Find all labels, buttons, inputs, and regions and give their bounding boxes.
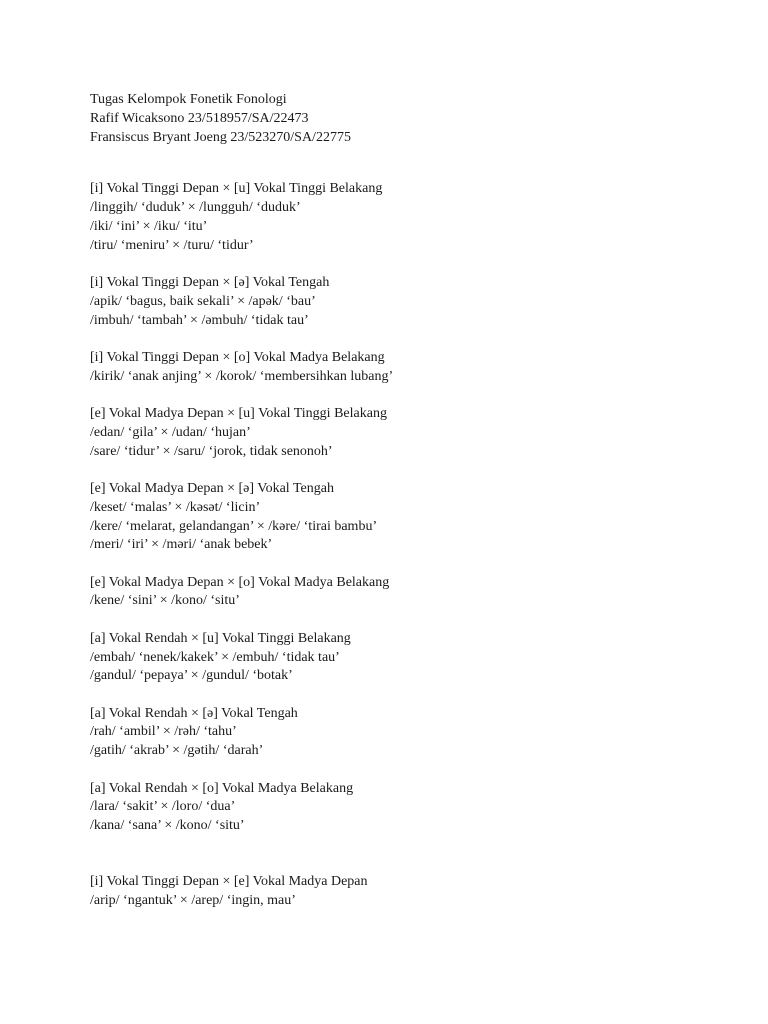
example-line: /gandul/ ‘pepaya’ × /gundul/ ‘botak’ — [90, 668, 293, 684]
example-line: /embah/ ‘nenek/kakek’ × /embuh/ ‘tidak tau’ — [90, 649, 340, 665]
example-line: /meri/ ‘iri’ × /məri/ ‘anak bebek’ — [90, 537, 273, 553]
section-heading: [e] Vokal Madya Depan × [ə] Vokal Tengah — [90, 480, 334, 496]
vowel-pair-section — [90, 630, 730, 686]
vowel-pair-section — [90, 873, 730, 911]
example-line: /edan/ ‘gila’ × /udan/ ‘hujan’ — [90, 424, 251, 440]
vowel-pair-section — [90, 180, 730, 255]
section-heading: [i] Vokal Tinggi Depan × [ə] Vokal Tengah — [90, 275, 330, 291]
document-page — [90, 91, 730, 929]
example-line: /kere/ ‘melarat, gelandangan’ × /kəre/ ‘tirai bambu’ — [90, 518, 378, 534]
example-line: /arip/ ‘ngantuk’ × /arep/ ‘ingin, mau’ — [90, 892, 296, 908]
section-heading: [i] Vokal Tinggi Depan × [o] Vokal Madya Belakang — [90, 349, 385, 365]
vowel-pair-section — [90, 780, 730, 836]
author-line: Fransiscus Bryant Joeng 23/523270/SA/22775 — [90, 129, 351, 145]
example-line: /sare/ ‘tidur’ × /saru/ ‘jorok, tidak senonoh’ — [90, 443, 333, 459]
example-line: /apik/ ‘bagus, baik sekali’ × /apək/ ‘bau’ — [90, 293, 316, 309]
example-line: /rah/ ‘ambil’ × /rəh/ ‘tahu’ — [90, 724, 237, 740]
section-heading: [a] Vokal Rendah × [u] Vokal Tinggi Belakang — [90, 630, 351, 646]
example-line: /linggih/ ‘duduk’ × /lungguh/ ‘duduk’ — [90, 200, 301, 216]
vowel-pair-section — [90, 349, 730, 387]
example-line: /keset/ ‘malas’ × /kəsət/ ‘licin’ — [90, 499, 261, 515]
section-heading: [a] Vokal Rendah × [ə] Vokal Tengah — [90, 705, 298, 721]
document-title: Tugas Kelompok Fonetik Fonologi — [90, 92, 287, 107]
section-heading: [e] Vokal Madya Depan × [o] Vokal Madya Belakang — [90, 574, 390, 590]
example-line: /kene/ ‘sini’ × /kono/ ‘situ’ — [90, 593, 240, 609]
vowel-pair-section — [90, 574, 730, 612]
vowel-pair-section — [90, 705, 730, 761]
section-heading: [e] Vokal Madya Depan × [u] Vokal Tinggi Belakang — [90, 406, 387, 422]
document-header — [90, 91, 730, 147]
section-heading: [i] Vokal Tinggi Depan × [u] Vokal Tinggi Belakang — [90, 181, 383, 197]
vowel-pair-section — [90, 480, 730, 555]
vowel-pair-section — [90, 405, 730, 461]
example-line: /imbuh/ ‘tambah’ × /əmbuh/ ‘tidak tau’ — [90, 312, 309, 328]
author-line: Rafif Wicaksono 23/518957/SA/22473 — [90, 110, 309, 126]
example-line: /iki/ ‘ini’ × /iku/ ‘itu’ — [90, 218, 208, 234]
section-heading: [a] Vokal Rendah × [o] Vokal Madya Belakang — [90, 780, 354, 796]
example-line: /kana/ ‘sana’ × /kono/ ‘situ’ — [90, 818, 245, 834]
example-line: /kirik/ ‘anak anjing’ × /korok/ ‘membersihkan lubang’ — [90, 368, 394, 384]
example-line: /lara/ ‘sakit’ × /loro/ ‘dua’ — [90, 799, 236, 815]
section-heading: [i] Vokal Tinggi Depan × [e] Vokal Madya Depan — [90, 873, 368, 889]
vowel-pair-section — [90, 274, 730, 330]
example-line: /gatih/ ‘akrab’ × /gətih/ ‘darah’ — [90, 743, 264, 759]
example-line: /tiru/ ‘meniru’ × /turu/ ‘tidur’ — [90, 237, 254, 253]
